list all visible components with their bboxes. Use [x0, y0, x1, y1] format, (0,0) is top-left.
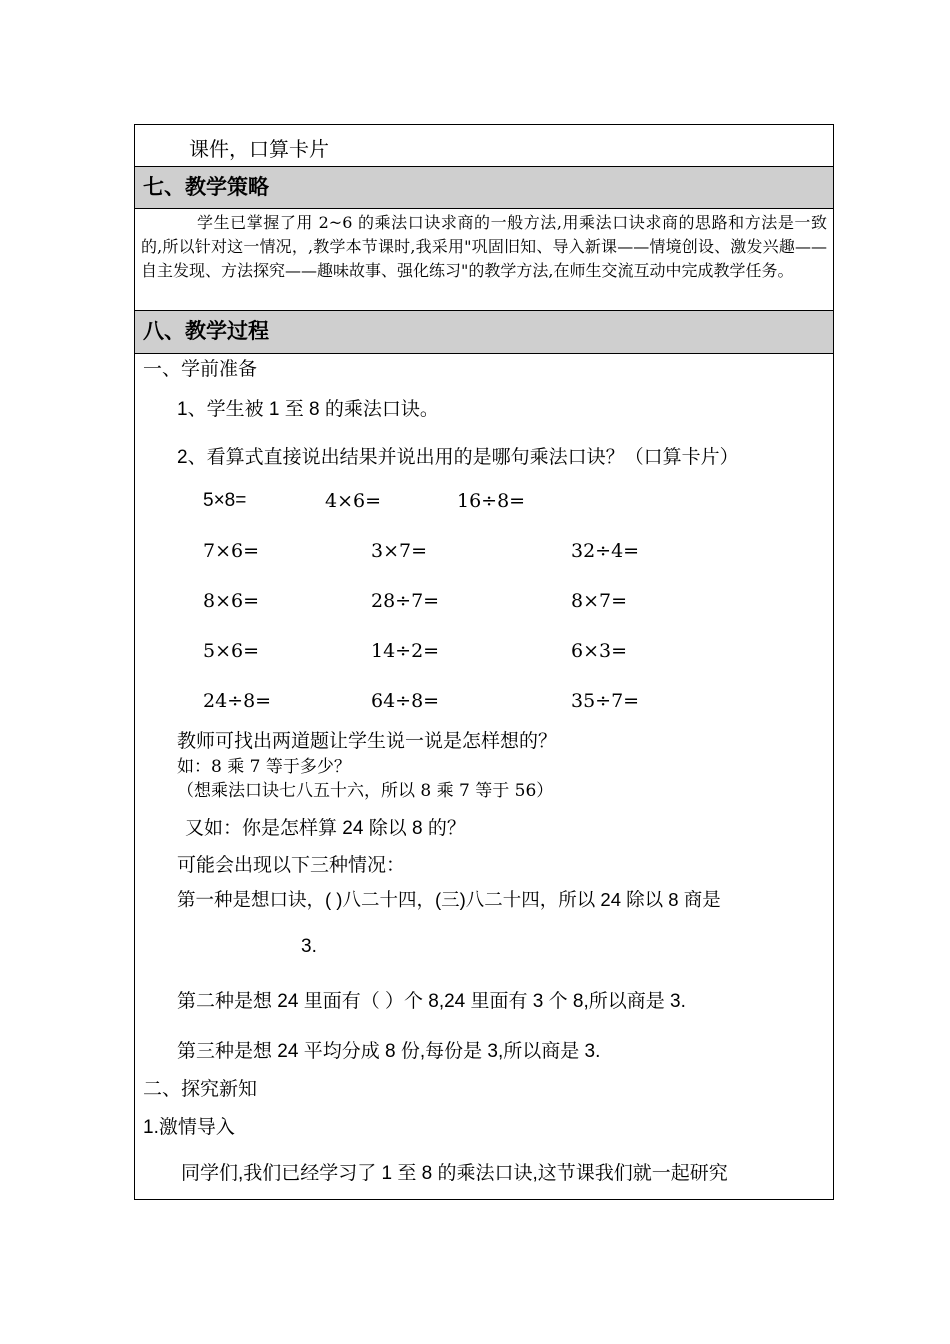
item-1: 1、学生被 1 至 8 的乘法口诀。 [177, 399, 439, 420]
equation: 16÷8= [457, 490, 526, 512]
equation: 24÷8= [203, 690, 272, 712]
case-1: 第一种是想口诀，( )八二十四，(三)八二十四，所以 24 除以 8 商是 [177, 889, 721, 910]
equation: 28÷7= [371, 590, 440, 612]
example-answer: （想乘法口诀七八五十六，所以 8 乘 7 等于 56） [177, 781, 554, 801]
resources-row [135, 125, 833, 167]
equation: 6×3= [571, 640, 628, 662]
equation: 64÷8= [371, 690, 440, 712]
resources-text: 课件，口算卡片 [189, 137, 329, 161]
equation: 32÷4= [571, 540, 640, 562]
case-1-cont: 3. [301, 936, 317, 957]
equation: 3×7= [371, 540, 428, 562]
another-example: 又如：你是怎样算 24 除以 8 的？ [185, 818, 466, 839]
last-line: 同学们,我们已经学习了 1 至 8 的乘法口诀,这节课我们就一起研究 [181, 1163, 728, 1184]
section7-header [135, 167, 833, 209]
case-2: 第二种是想 24 里面有（ ）个 8,24 里面有 3 个 8,所以商是 3. [177, 991, 686, 1012]
sub-heading-1: 1.激情导入 [143, 1117, 235, 1138]
equation: 4×6= [325, 490, 382, 512]
item-2: 2、看算式直接说出结果并说出用的是哪句乘法口诀？（口算卡片） [177, 447, 739, 468]
equation: 35÷7= [571, 690, 640, 712]
teacher-note: 教师可找出两道题让学生说一说是怎样想的？ [177, 730, 558, 752]
equation: 5×8= [203, 490, 247, 511]
section7-body [135, 209, 833, 311]
part2-title: 二、探究新知 [143, 1078, 258, 1100]
section8-title: 八、教学过程 [143, 319, 269, 343]
section8-header [135, 311, 833, 354]
example-question: 如：8 乘 7 等于多少？ [177, 757, 351, 777]
three-cases-intro: 可能会出现以下三种情况： [177, 854, 406, 876]
section7-title: 七、教学策略 [143, 175, 269, 199]
case-3: 第三种是想 24 平均分成 8 份,每份是 3,所以商是 3. [177, 1041, 601, 1062]
equation: 14÷2= [371, 640, 440, 662]
part1-title: 一、学前准备 [143, 358, 258, 380]
section8-body [135, 354, 833, 1200]
lesson-plan-table [134, 124, 834, 1200]
equation: 5×6= [203, 640, 260, 662]
equation: 8×7= [571, 590, 628, 612]
equation: 8×6= [203, 590, 260, 612]
equation: 7×6= [203, 540, 260, 562]
strategy-paragraph: 学生已掌握了用 2~6 的乘法口诀求商的一般方法,用乘法口诀求商的思路和方法是一致的,所以针对这一情况，,教学本节课时,我采用"巩固旧知、导入新课——情境创设、激发兴趣——自主发现、方法探究——趣味故事、强化练习"的教学方法,在师生交流互动中完成教学任务。 [141, 213, 827, 280]
